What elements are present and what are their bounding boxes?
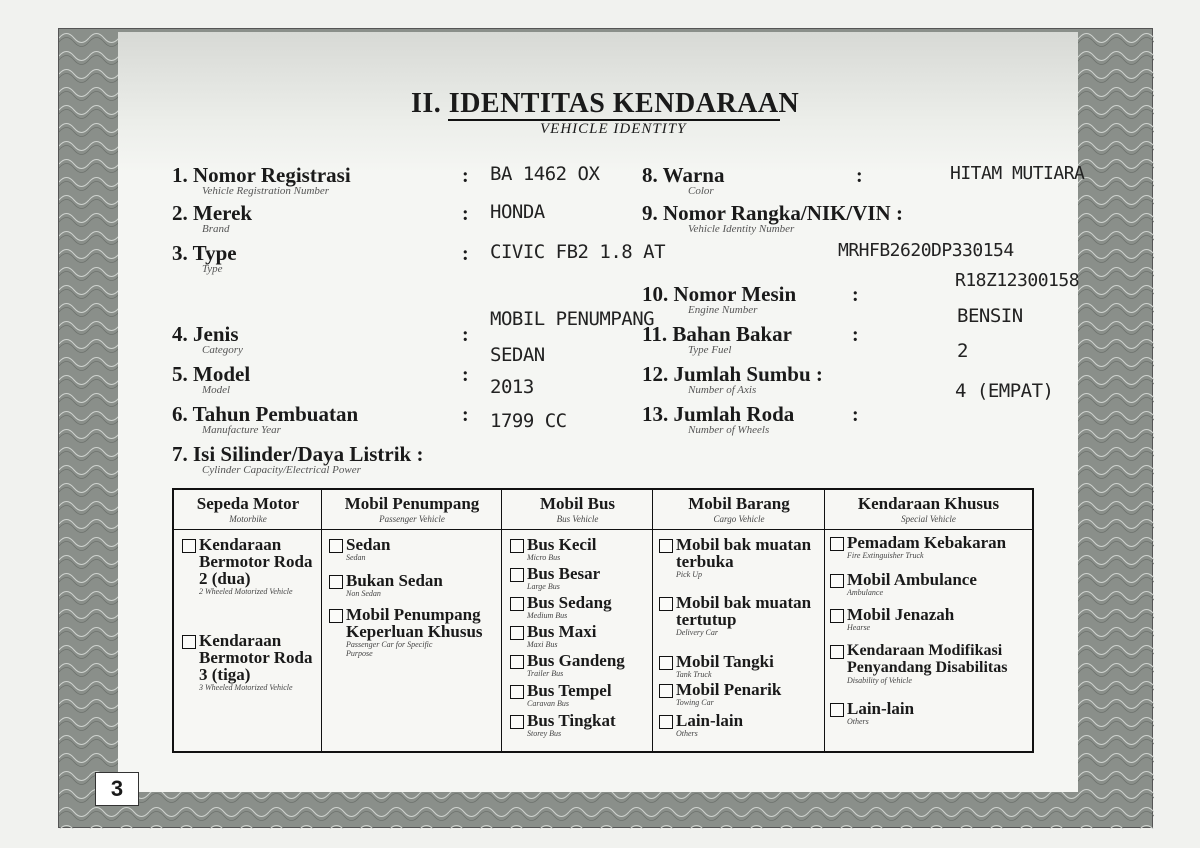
checkbox[interactable]: [182, 635, 196, 649]
option-cargo-others[interactable]: [659, 712, 743, 738]
field-value-axis: 2: [957, 340, 968, 362]
field-colon: :: [462, 404, 469, 426]
option-bus-large[interactable]: [510, 565, 600, 591]
option-label: Sedan: [346, 535, 391, 554]
section-title: II. IDENTITAS KENDARAAN: [411, 88, 800, 119]
option-motorbike-2wheel[interactable]: [182, 536, 318, 596]
field-value-model: SEDAN: [490, 344, 545, 366]
checkbox[interactable]: [510, 539, 524, 553]
field-sublabel: Manufacture Year: [202, 424, 281, 436]
field-sublabel: Vehicle Identity Number: [688, 223, 795, 235]
field-colon: :: [852, 324, 859, 346]
field-sublabel: Engine Number: [688, 304, 758, 316]
field-sublabel: Category: [202, 344, 243, 356]
field-label: 2. Merek: [172, 201, 253, 225]
field-value-brand: HONDA: [490, 201, 545, 223]
field-number-of-axis: [642, 364, 823, 396]
checkbox[interactable]: [659, 684, 673, 698]
field-label: 6. Tahun Pembuatan: [172, 402, 359, 426]
field-label: 7. Isi Silinder/Daya Listrik :: [172, 442, 424, 466]
header-title: Sepeda Motor: [196, 494, 300, 513]
checkbox[interactable]: [329, 539, 343, 553]
header-title: Mobil Barang: [688, 494, 790, 513]
option-sublabel: Non Sedan: [346, 589, 381, 598]
option-label: Mobil Tangki: [676, 652, 774, 671]
checkbox[interactable]: [510, 597, 524, 611]
option-fire-truck[interactable]: [830, 534, 1006, 560]
option-sublabel: Hearse: [847, 623, 871, 632]
option-sublabel: Others: [847, 717, 869, 726]
option-sublabel: Passenger Car for Specific Purpose: [346, 640, 433, 658]
checkbox[interactable]: [510, 626, 524, 640]
field-color: [642, 165, 724, 197]
option-sublabel: Sedan: [346, 553, 366, 562]
option-label: Kendaraan Modifikasi Penyandang Disabilitas: [847, 642, 1008, 676]
checkbox[interactable]: [659, 715, 673, 729]
option-sublabel: Caravan Bus: [527, 699, 569, 708]
option-sublabel: Tank Truck: [676, 670, 712, 679]
header-special: [825, 490, 1032, 530]
checkbox[interactable]: [329, 609, 343, 623]
option-sublabel: Others: [676, 729, 698, 738]
field-sublabel: Model: [202, 384, 231, 396]
header-subtitle: Motorbike: [229, 514, 267, 524]
field-label: 13. Jumlah Roda: [642, 402, 795, 426]
field-label: 12. Jumlah Sumbu :: [642, 362, 823, 386]
option-label: Mobil Penumpang Keperluan Khusus: [346, 605, 483, 641]
option-label: Mobil bak muatan terbuka: [676, 535, 812, 571]
option-sublabel: Disability of Vehicle: [847, 676, 912, 685]
field-number-of-wheels: [642, 404, 794, 436]
option-label: Bus Kecil: [527, 535, 597, 554]
option-special-others[interactable]: [830, 700, 914, 726]
header-subtitle: Special Vehicle: [901, 514, 956, 524]
header-passenger: [322, 490, 502, 530]
option-cargo-closed[interactable]: [659, 594, 821, 637]
option-sublabel: Ambulance: [847, 588, 883, 597]
option-bus-storey[interactable]: [510, 712, 616, 738]
checkbox[interactable]: [659, 539, 673, 553]
option-sublabel: Storey Bus: [527, 729, 562, 738]
field-vin: [642, 203, 903, 235]
checkbox[interactable]: [830, 537, 844, 551]
header-title: Mobil Bus: [539, 494, 616, 513]
header-cargo: [653, 490, 825, 530]
option-sublabel: Micro Bus: [527, 553, 561, 562]
header-subtitle: Passenger Vehicle: [379, 514, 445, 524]
option-label: Bus Maxi: [527, 622, 597, 641]
field-label: 1. Nomor Registrasi: [172, 163, 351, 187]
field-label: 11. Bahan Bakar: [642, 322, 792, 346]
header-bus: [502, 490, 653, 530]
field-colon: :: [462, 324, 469, 346]
field-label: 5. Model: [172, 362, 251, 386]
field-label: 9. Nomor Rangka/NIK/VIN :: [642, 201, 903, 225]
field-colon: :: [462, 203, 469, 225]
field-value-engine: R18Z12300158: [955, 270, 1080, 291]
field-colon: :: [462, 364, 469, 386]
header-title: Mobil Penumpang: [344, 494, 480, 513]
field-label: 4. Jenis: [172, 322, 239, 346]
option-label: Mobil bak muatan tertutup: [676, 593, 812, 629]
checkbox[interactable]: [830, 703, 844, 717]
field-sublabel: Color: [688, 185, 714, 197]
field-value-wheels: 4 (EMPAT): [955, 380, 1054, 402]
option-sublabel: Medium Bus: [527, 611, 568, 620]
option-sublabel: 2 Wheeled Motorized Vehicle: [199, 587, 293, 596]
option-sublabel: Fire Extinguisher Truck: [847, 551, 924, 560]
field-sublabel: Type Fuel: [688, 344, 732, 356]
option-ambulance[interactable]: [830, 571, 977, 597]
field-value-color: HITAM MUTIARA: [950, 163, 1085, 184]
option-sublabel: Large Bus: [527, 582, 560, 591]
field-colon: :: [852, 404, 859, 426]
option-hearse[interactable]: [830, 606, 954, 632]
page-number: 3: [95, 772, 139, 806]
option-label: Lain-lain: [847, 699, 915, 718]
option-sublabel: 3 Wheeled Motorized Vehicle: [199, 683, 293, 692]
checkbox[interactable]: [830, 645, 844, 659]
option-label: Bus Sedang: [527, 593, 612, 612]
checkbox[interactable]: [510, 655, 524, 669]
option-label: Bus Besar: [527, 564, 601, 583]
checkbox[interactable]: [659, 656, 673, 670]
option-label: Pemadam Kebakaran: [847, 533, 1007, 552]
option-label: Kendaraan Bermotor Roda 2 (dua): [199, 535, 313, 588]
field-value-category: MOBIL PENUMPANG: [490, 308, 655, 330]
option-sublabel: Delivery Car: [676, 628, 718, 637]
field-sublabel: Type: [202, 263, 223, 275]
header-subtitle: Cargo Vehicle: [713, 514, 765, 524]
option-label: Mobil Ambulance: [847, 570, 977, 589]
field-label: 8. Warna: [642, 163, 725, 187]
header-subtitle: Bus Vehicle: [556, 514, 599, 524]
field-value-fuel: BENSIN: [957, 305, 1023, 327]
option-sublabel: Maxi Bus: [527, 640, 558, 649]
field-value-vin: MRHFB2620DP330154: [838, 240, 1014, 261]
option-label: Mobil Jenazah: [847, 605, 955, 624]
field-brand: [172, 203, 252, 235]
field-label: 10. Nomor Mesin: [642, 282, 797, 306]
option-sublabel: Pick Up: [676, 570, 702, 579]
field-sublabel: Vehicle Registration Number: [202, 185, 330, 197]
field-value-cylinder: 1799 CC: [490, 410, 567, 432]
field-colon: :: [462, 243, 469, 265]
option-cargo-open[interactable]: [659, 536, 821, 579]
checkbox[interactable]: [510, 685, 524, 699]
checkbox[interactable]: [830, 609, 844, 623]
vehicle-category-table: [172, 488, 1034, 753]
option-bus-trailer[interactable]: [510, 652, 625, 678]
header-title: Kendaraan Khusus: [857, 494, 1000, 513]
field-sublabel: Cylinder Capacity/Electrical Power: [202, 464, 361, 476]
field-cylinder-capacity: [172, 444, 423, 476]
option-bus-caravan[interactable]: [510, 682, 612, 708]
option-towing-car[interactable]: [659, 681, 781, 707]
field-model: [172, 364, 250, 396]
option-sublabel: Trailer Bus: [527, 669, 564, 678]
option-label: Lain-lain: [676, 711, 744, 730]
option-bus-small[interactable]: [510, 536, 596, 562]
field-category: [172, 324, 243, 356]
option-label: Bus Tempel: [527, 681, 612, 700]
option-non-sedan[interactable]: [329, 572, 499, 598]
field-colon: :: [852, 284, 859, 306]
field-engine-number: [642, 284, 796, 316]
checkbox[interactable]: [329, 575, 343, 589]
field-value-registration: BA 1462 OX: [490, 163, 600, 185]
field-colon: :: [856, 165, 863, 187]
option-disability-modified[interactable]: [830, 642, 1032, 685]
option-motorbike-3wheel[interactable]: [182, 632, 318, 692]
field-value-year: 2013: [490, 376, 534, 398]
checkbox[interactable]: [659, 597, 673, 611]
option-label: Bus Gandeng: [527, 651, 625, 670]
option-bus-medium[interactable]: [510, 594, 612, 620]
option-label: Mobil Penarik: [676, 680, 782, 699]
option-label: Bukan Sedan: [346, 571, 443, 590]
option-label: Bus Tingkat: [527, 711, 616, 730]
field-type: [172, 243, 237, 275]
field-fuel-type: [642, 324, 792, 356]
field-value-type: CIVIC FB2 1.8 AT: [490, 241, 666, 263]
checkbox[interactable]: [510, 568, 524, 582]
field-sublabel: Brand: [202, 223, 230, 235]
option-sedan[interactable]: [329, 536, 499, 562]
checkbox[interactable]: [830, 574, 844, 588]
section-subtitle: VEHICLE IDENTITY: [540, 121, 687, 137]
field-sublabel: Number of Axis: [688, 384, 757, 396]
option-bus-maxi[interactable]: [510, 623, 596, 649]
option-label: Kendaraan Bermotor Roda 3 (tiga): [199, 631, 313, 684]
option-tank-truck[interactable]: [659, 653, 774, 679]
field-registration-number: [172, 165, 351, 197]
option-sublabel: Towing Car: [676, 698, 714, 707]
checkbox[interactable]: [510, 715, 524, 729]
checkbox[interactable]: [182, 539, 196, 553]
header-motorbike: [174, 490, 322, 530]
field-sublabel: Number of Wheels: [688, 424, 770, 436]
field-label: 3. Type: [172, 241, 237, 265]
field-colon: :: [462, 165, 469, 187]
field-manufacture-year: [172, 404, 358, 436]
option-special-purpose-passenger[interactable]: [329, 606, 501, 658]
